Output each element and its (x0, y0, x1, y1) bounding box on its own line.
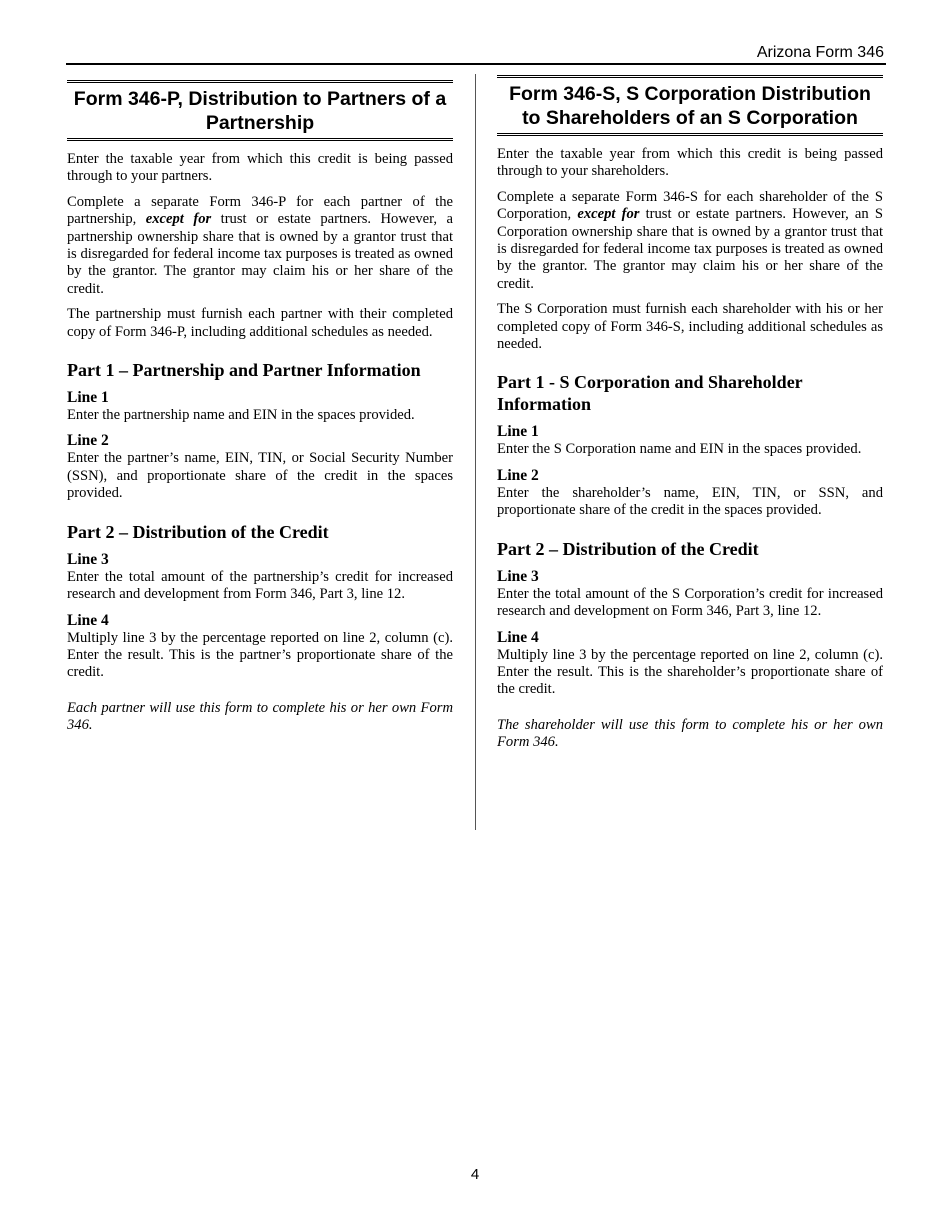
right-line1-heading: Line 1 (497, 423, 539, 441)
header-rule (66, 63, 886, 65)
left-line2-heading: Line 2 (67, 432, 109, 450)
right-intro-2: Complete a separate Form 346-S for each shareholder of the S Corporation, except for trust or estate partners. However, an S Corporation ownership share that is owned by a grantor trust that is disregarded for federal income tax purposes is treated as owned by the grantor. The grantor may claim his or her share of the credit. (497, 188, 883, 292)
right-note: The shareholder will use this form to complete his or her own Form 346. (497, 716, 883, 751)
left-line3-text: Enter the total amount of the partnership’s credit for increased research and development from Form 346, Part 3, line 12. (67, 568, 453, 603)
right-section-title: Form 346-S, S Corporation Distribution to Shareholders of an S Corporation (497, 75, 883, 136)
left-line4-heading: Line 4 (67, 611, 109, 629)
page-number: 4 (470, 1166, 480, 1183)
left-section-title: Form 346-P, Distribution to Partners of a Partnership (67, 80, 453, 141)
right-line4-heading: Line 4 (497, 628, 539, 646)
left-part1-heading: Part 1 – Partnership and Partner Information (67, 360, 421, 381)
right-intro-3: The S Corporation must furnish each shareholder with his or her completed copy of Form 346-S, including additional schedules as needed. (497, 301, 883, 353)
left-intro-2: Complete a separate Form 346-P for each partner of the partnership, except for trust or estate partners. However, a partnership ownership share that is owned by a grantor trust that is disregarded for federal income tax purposes is treated as owned by the grantor. The grantor may claim his or her share of the credit. (67, 193, 453, 297)
left-intro-1: Enter the taxable year from which this credit is being passed through to your partners. (67, 151, 453, 185)
column-divider (475, 74, 476, 830)
left-line2-text: Enter the partner’s name, EIN, TIN, or Social Security Number (SSN), and proportionate share of the credit in the spaces provided. (67, 450, 453, 502)
left-column (67, 80, 453, 735)
left-line3-heading: Line 3 (67, 550, 109, 568)
left-line4-text: Multiply line 3 by the percentage reported on line 2, column (c). Enter the result. This is the partner’s proportionate share of the credit. (67, 629, 453, 681)
right-line3-heading: Line 3 (497, 567, 539, 585)
right-line2-text: Enter the shareholder’s name, EIN, TIN, or SSN, and proportionate share of the credit in the spaces provided. (497, 484, 883, 519)
right-column (497, 75, 883, 752)
right-line2-heading: Line 2 (497, 466, 539, 484)
left-line1-heading: Line 1 (67, 389, 109, 407)
right-line3-text: Enter the total amount of the S Corporation’s credit for increased research and development on Form 346, Part 3, line 12. (497, 585, 883, 620)
left-note: Each partner will use this form to complete his or her own Form 346. (67, 699, 453, 734)
right-part1-heading: Part 1 - S Corporation and Shareholder Information (497, 372, 803, 415)
right-line1-text: Enter the S Corporation name and EIN in the spaces provided. (497, 441, 862, 458)
right-part2-heading: Part 2 – Distribution of the Credit (497, 538, 759, 559)
left-line1-text: Enter the partnership name and EIN in the spaces provided. (67, 407, 415, 424)
left-intro-3: The partnership must furnish each partner with their completed copy of Form 346-P, including additional schedules as needed. (67, 306, 453, 340)
left-part2-heading: Part 2 – Distribution of the Credit (67, 521, 329, 542)
form-label: Arizona Form 346 (756, 44, 884, 61)
right-intro-1: Enter the taxable year from which this credit is being passed through to your shareholders. (497, 146, 883, 180)
right-line4-text: Multiply line 3 by the percentage reported on line 2, column (c). Enter the result. This is the shareholder’s proportionate share of the credit. (497, 646, 883, 698)
